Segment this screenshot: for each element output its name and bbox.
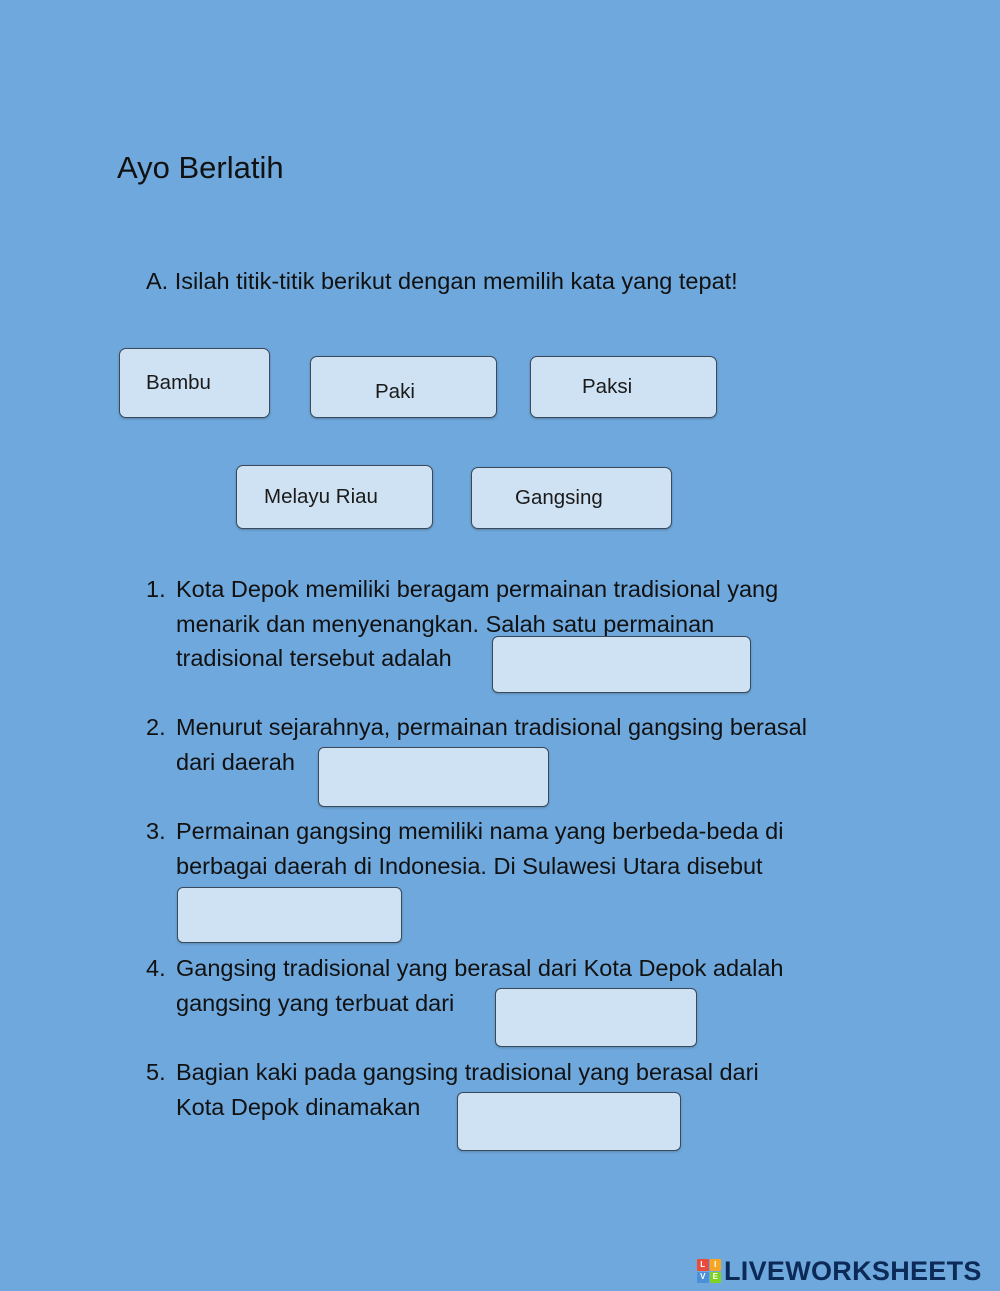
liveworksheets-logo xyxy=(697,1256,982,1286)
question-number: 1. xyxy=(146,576,166,602)
question-text-line: Menurut sejarahnya, permainan tradisional gangsing berasal xyxy=(176,714,807,740)
question-3 xyxy=(146,814,906,883)
answer-box-1[interactable] xyxy=(492,636,751,693)
question-text-line: Gangsing tradisional yang berasal dari Kota Depok adalah xyxy=(176,955,784,981)
word-chip-bambu[interactable] xyxy=(119,348,270,418)
instruction-text: A. Isilah titik-titik berikut dengan memilih kata yang tepat! xyxy=(146,268,738,294)
question-text-line: Kota Depok memiliki beragam permainan tradisional yang xyxy=(176,576,779,602)
question-number: 3. xyxy=(146,818,166,844)
answer-box-4[interactable] xyxy=(495,988,697,1047)
logo-mark-cell: V xyxy=(697,1272,709,1284)
answer-box-5[interactable] xyxy=(457,1092,681,1151)
logo-text: LIVEWORKSHEETS xyxy=(724,1255,982,1286)
question-number: 4. xyxy=(146,955,166,981)
question-text-line: berbagai daerah di Indonesia. Di Sulawesi Utara disebut xyxy=(176,852,763,879)
word-chip-melayu-riau[interactable] xyxy=(236,465,433,529)
answer-box-3[interactable] xyxy=(177,887,402,943)
question-text-line: Kota Depok dinamakan xyxy=(176,1093,421,1120)
word-chip-label: Melayu Riau xyxy=(264,485,378,508)
word-chip-paki[interactable] xyxy=(310,356,497,418)
word-chip-gangsing[interactable] xyxy=(471,467,672,529)
word-chip-label: Paki xyxy=(375,380,415,403)
question-text-line: menarik dan menyenangkan. Salah satu permainan xyxy=(176,610,715,637)
word-chip-paksi[interactable] xyxy=(530,356,717,418)
question-number: 2. xyxy=(146,714,166,740)
logo-mark-cell: L xyxy=(697,1259,709,1271)
question-number: 5. xyxy=(146,1059,166,1085)
logo-mark-cell: I xyxy=(710,1259,722,1271)
word-chip-label: Bambu xyxy=(146,371,211,394)
word-chip-label: Gangsing xyxy=(515,486,603,509)
question-text-line: gangsing yang terbuat dari xyxy=(176,989,455,1016)
answer-box-2[interactable] xyxy=(318,747,549,807)
question-text-line: dari daerah xyxy=(176,748,295,775)
liveworksheets-logo-icon xyxy=(697,1259,721,1283)
question-text-line: Permainan gangsing memiliki nama yang berbeda-beda di xyxy=(176,818,784,844)
logo-mark-cell: E xyxy=(710,1272,722,1284)
question-text-line: Bagian kaki pada gangsing tradisional yang berasal dari xyxy=(176,1059,759,1085)
question-text-line: tradisional tersebut adalah xyxy=(176,645,452,671)
word-chip-label: Paksi xyxy=(582,375,633,398)
page-title: Ayo Berlatih xyxy=(117,150,284,185)
